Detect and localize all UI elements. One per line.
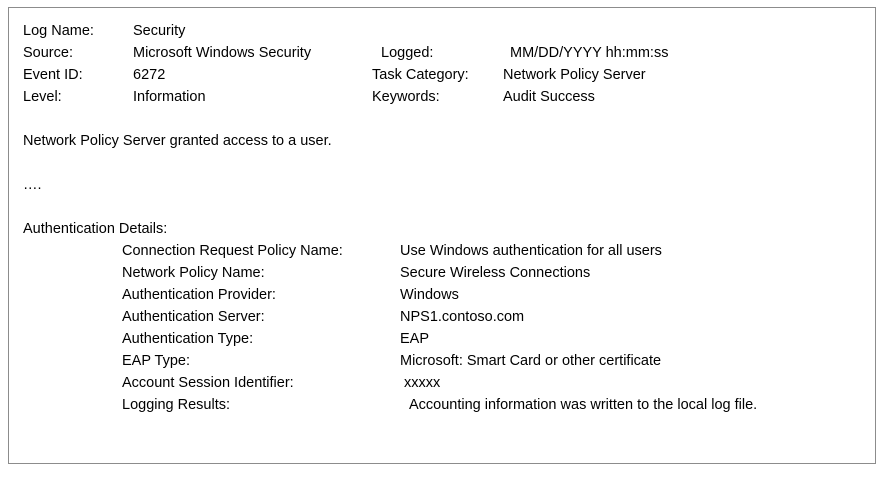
detail-value: NPS1.contoso.com [400, 309, 525, 325]
detail-label: Authentication Type: [122, 331, 254, 347]
source-label: Source: [23, 45, 73, 61]
detail-row [23, 262, 875, 284]
task-category-value: Network Policy Server [503, 67, 646, 83]
detail-label: Connection Request Policy Name: [122, 243, 343, 259]
detail-label: Network Policy Name: [122, 265, 265, 281]
event-header-row-event-id [23, 64, 875, 86]
keywords-label: Keywords: [372, 89, 440, 105]
event-header-fields [23, 20, 875, 108]
detail-row [23, 328, 875, 350]
detail-label: Account Session Identifier: [122, 375, 294, 391]
log-name-label: Log Name: [23, 23, 94, 39]
level-value: Information [133, 89, 206, 105]
detail-value: Windows [400, 287, 459, 303]
detail-value: xxxxx [404, 375, 441, 391]
event-description-block [23, 130, 875, 196]
detail-label: EAP Type: [122, 353, 190, 369]
detail-label: Logging Results: [122, 397, 231, 413]
authentication-details-list [23, 240, 875, 416]
event-header-row-level [23, 86, 875, 108]
event-detail-content [9, 8, 875, 463]
detail-value: Use Windows authentication for all users [400, 243, 662, 259]
description-spacer [23, 152, 875, 174]
level-label: Level: [23, 89, 62, 105]
event-id-label: Event ID: [23, 67, 83, 83]
task-category-label: Task Category: [372, 67, 469, 83]
detail-label: Authentication Server: [122, 309, 265, 325]
source-value: Microsoft Windows Security [133, 45, 312, 61]
detail-row [23, 306, 875, 328]
detail-value: EAP [400, 331, 430, 347]
logged-label: Logged: [381, 45, 434, 61]
log-name-value: Security [133, 23, 186, 39]
detail-row [23, 372, 875, 394]
event-ellipsis: …. [23, 177, 42, 193]
event-header-row-source [23, 42, 875, 64]
detail-row [23, 284, 875, 306]
authentication-details-title: Authentication Details: [23, 221, 168, 237]
keywords-value: Audit Success [503, 89, 595, 105]
logged-value: MM/DD/YYYY hh:mm:ss [510, 45, 669, 61]
detail-value: Secure Wireless Connections [400, 265, 591, 281]
event-detail-panel [8, 7, 876, 464]
detail-row [23, 394, 875, 416]
event-header-row-log-name [23, 20, 875, 42]
detail-row [23, 240, 875, 262]
detail-value: Microsoft: Smart Card or other certificate [400, 353, 662, 369]
detail-row [23, 350, 875, 372]
event-id-value: 6272 [133, 67, 166, 83]
detail-label: Authentication Provider: [122, 287, 276, 303]
event-description: Network Policy Server granted access to a user. [23, 133, 332, 149]
detail-value: Accounting information was written to the local log file. [409, 397, 758, 413]
